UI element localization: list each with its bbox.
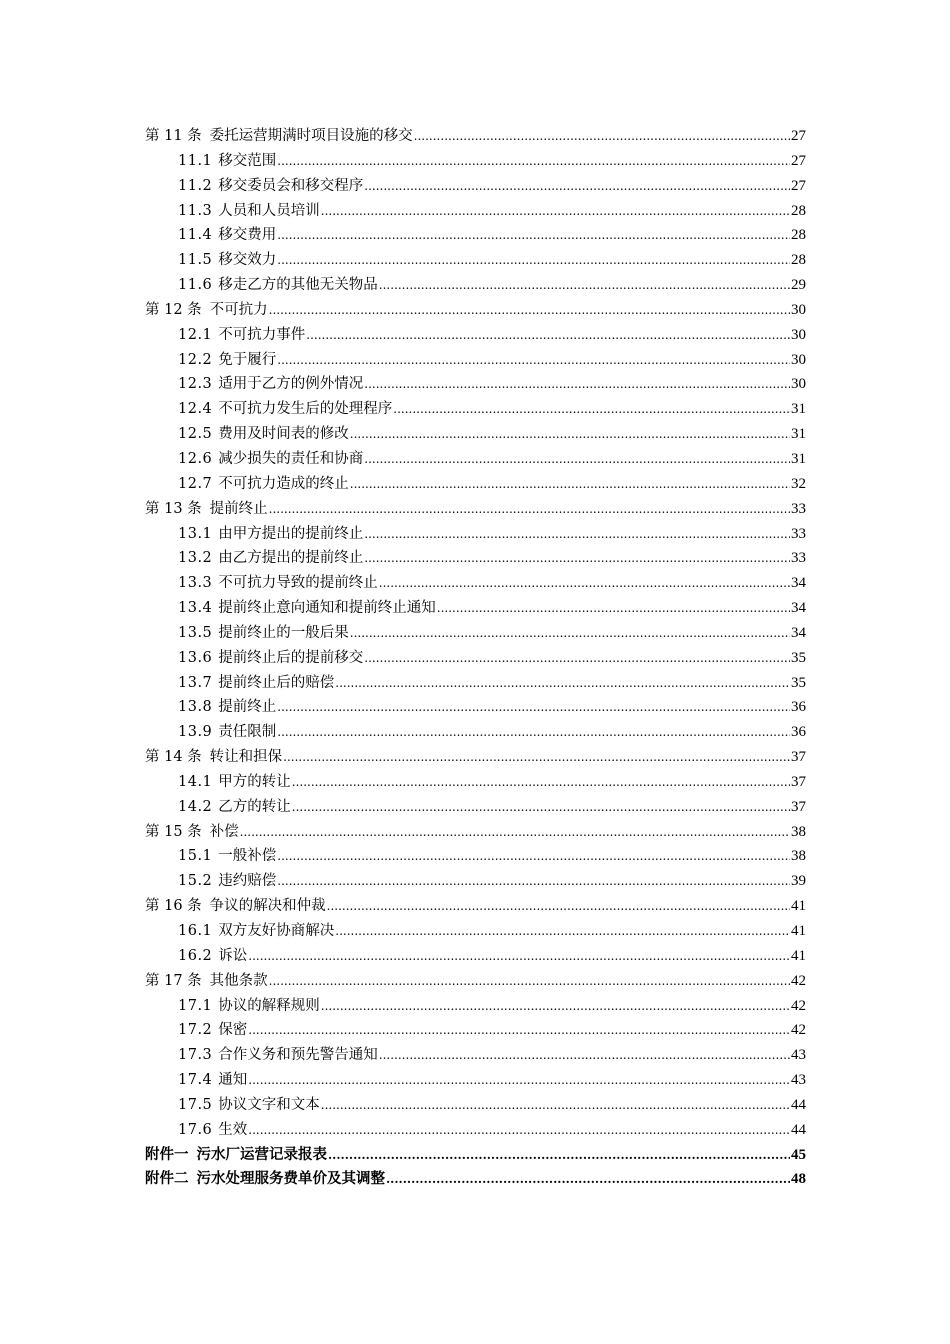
toc-page-number: 42 bbox=[791, 972, 806, 989]
toc-page-number: 31 bbox=[791, 450, 806, 467]
toc-section-entry[interactable] bbox=[145, 372, 806, 397]
toc-entry-number: 第 12 条 bbox=[145, 301, 202, 318]
toc-page-number: 29 bbox=[791, 277, 806, 294]
toc-dot-leader bbox=[292, 770, 790, 795]
toc-entry-title: 保密 bbox=[218, 1022, 248, 1039]
toc-dot-leader bbox=[269, 969, 790, 994]
toc-section-entry[interactable] bbox=[145, 770, 806, 795]
toc-entry-title: 争议的解决和仲裁 bbox=[209, 898, 326, 915]
toc-section-entry[interactable] bbox=[145, 472, 806, 497]
toc-section-entry[interactable] bbox=[145, 422, 806, 447]
toc-section-entry[interactable] bbox=[145, 323, 806, 348]
toc-dot-leader bbox=[269, 497, 790, 522]
toc-dot-leader bbox=[335, 919, 790, 944]
toc-entry-title: 责任限制 bbox=[218, 724, 277, 741]
toc-entry-number: 12.5 bbox=[178, 426, 213, 443]
toc-page-number: 39 bbox=[791, 873, 806, 890]
toc-dot-leader bbox=[277, 720, 790, 745]
toc-page-number: 30 bbox=[791, 301, 806, 318]
toc-entry-title: 移交费用 bbox=[218, 227, 277, 244]
toc-article-entry[interactable] bbox=[145, 820, 806, 845]
toc-entry-number: 第 16 条 bbox=[145, 898, 202, 915]
toc-entry-number: 15.2 bbox=[178, 873, 213, 890]
toc-page-number: 30 bbox=[791, 376, 806, 393]
toc-entry-title: 提前终止后的提前移交 bbox=[218, 649, 364, 666]
toc-article-entry[interactable] bbox=[145, 497, 806, 522]
toc-entry-title: 提前终止的一般后果 bbox=[218, 624, 349, 641]
toc-page-number: 34 bbox=[791, 600, 806, 617]
toc-section-entry[interactable] bbox=[145, 944, 806, 969]
toc-entry-number: 16.1 bbox=[178, 923, 213, 939]
toc-section-entry[interactable] bbox=[145, 795, 806, 820]
toc-entry-number: 13.6 bbox=[178, 649, 213, 666]
toc-section-entry[interactable] bbox=[145, 621, 806, 646]
toc-dot-leader bbox=[414, 124, 790, 149]
toc-page-number: 42 bbox=[791, 997, 806, 1014]
toc-dot-leader bbox=[364, 447, 790, 472]
toc-page-number: 36 bbox=[791, 724, 806, 741]
toc-page-number: 43 bbox=[791, 1072, 806, 1089]
toc-entry-number: 12.2 bbox=[178, 351, 213, 368]
toc-dot-leader bbox=[277, 248, 790, 273]
toc-page-number: 27 bbox=[791, 177, 806, 194]
toc-dot-leader bbox=[248, 1068, 790, 1093]
toc-section-entry[interactable] bbox=[145, 447, 806, 472]
toc-dot-leader bbox=[364, 372, 790, 397]
toc-dot-leader bbox=[277, 869, 790, 894]
toc-entry-number: 11.1 bbox=[178, 152, 213, 169]
toc-entry-title: 其他条款 bbox=[209, 972, 268, 989]
toc-page-number: 38 bbox=[791, 823, 806, 840]
toc-entry-title: 由甲方提出的提前终止 bbox=[218, 525, 364, 542]
toc-entry-title: 提前终止 bbox=[218, 699, 277, 716]
toc-entry-title: 补偿 bbox=[209, 823, 239, 840]
toc-page-number: 36 bbox=[791, 699, 806, 716]
toc-page-number: 37 bbox=[791, 798, 806, 815]
toc-dot-leader bbox=[379, 571, 790, 596]
toc-dot-leader bbox=[364, 546, 790, 571]
toc-entry-number: 11.3 bbox=[178, 202, 213, 219]
toc-entry-title: 污水厂运营记录报表 bbox=[196, 1145, 327, 1163]
toc-section-entry[interactable] bbox=[145, 174, 806, 199]
toc-page-number: 44 bbox=[791, 1096, 806, 1113]
toc-appendix-entry[interactable] bbox=[145, 1143, 806, 1168]
toc-entry-title: 不可抗力造成的终止 bbox=[218, 475, 349, 492]
toc-entry-number: 12.3 bbox=[178, 376, 213, 393]
toc-entry-title: 协议文字和文本 bbox=[218, 1096, 320, 1113]
toc-dot-leader bbox=[327, 894, 790, 919]
toc-entry-title: 免于履行 bbox=[218, 351, 277, 368]
toc-entry-number: 第 14 条 bbox=[145, 749, 202, 766]
toc-entry-title: 适用于乙方的例外情况 bbox=[218, 376, 364, 393]
toc-entry-number: 13.3 bbox=[178, 575, 213, 592]
toc-dot-leader bbox=[292, 795, 790, 820]
toc-appendix-entry[interactable] bbox=[145, 1167, 806, 1192]
toc-entry-number: 12.6 bbox=[178, 450, 213, 467]
toc-entry-title: 乙方的转让 bbox=[218, 798, 291, 815]
toc-page-number: 32 bbox=[791, 475, 806, 492]
toc-entry-number: 12.4 bbox=[178, 401, 213, 418]
toc-section-entry[interactable] bbox=[145, 1118, 806, 1143]
toc-article-entry[interactable] bbox=[145, 298, 806, 323]
toc-dot-leader bbox=[393, 397, 790, 422]
toc-dot-leader bbox=[277, 348, 790, 373]
toc-section-entry[interactable] bbox=[145, 1068, 806, 1093]
toc-page-number: 41 bbox=[791, 898, 806, 915]
toc-entry-title: 委托运营期满时项目设施的移交 bbox=[209, 128, 413, 144]
toc-entry-number: 15.1 bbox=[178, 848, 213, 865]
toc-page-number: 42 bbox=[791, 1022, 806, 1039]
toc-entry-number: 17.3 bbox=[178, 1047, 213, 1064]
toc-entry-number: 13.5 bbox=[178, 624, 213, 641]
toc-entry-number: 11.4 bbox=[178, 227, 213, 244]
toc-article-entry[interactable] bbox=[145, 894, 806, 919]
toc-entry-number: 11.6 bbox=[178, 277, 213, 294]
toc-entry-title: 移走乙方的其他无关物品 bbox=[218, 277, 378, 294]
toc-entry-title: 费用及时间表的修改 bbox=[218, 426, 349, 443]
toc-page-number: 33 bbox=[791, 550, 806, 567]
toc-article-entry[interactable] bbox=[145, 124, 806, 149]
toc-page-number: 33 bbox=[791, 500, 806, 517]
toc-page-number: 34 bbox=[791, 624, 806, 641]
toc-entry-title: 违约赔偿 bbox=[218, 873, 277, 890]
toc-entry-title: 生效 bbox=[218, 1121, 248, 1138]
toc-dot-leader bbox=[277, 695, 790, 720]
toc-section-entry[interactable] bbox=[145, 149, 806, 174]
toc-page-number: 41 bbox=[791, 923, 806, 939]
toc-entry-number: 13.1 bbox=[178, 525, 213, 542]
toc-section-entry[interactable] bbox=[145, 348, 806, 373]
toc-section-entry[interactable] bbox=[145, 223, 806, 248]
toc-dot-leader bbox=[328, 1143, 790, 1168]
toc-section-entry[interactable] bbox=[145, 522, 806, 547]
toc-page-number: 28 bbox=[791, 202, 806, 219]
toc-entry-number: 17.4 bbox=[178, 1072, 213, 1089]
toc-section-entry[interactable] bbox=[145, 869, 806, 894]
toc-entry-title: 提前终止意向通知和提前终止通知 bbox=[218, 600, 436, 617]
toc-page-number: 27 bbox=[791, 128, 806, 144]
toc-section-entry[interactable] bbox=[145, 199, 806, 224]
toc-dot-leader bbox=[350, 422, 790, 447]
toc-entry-title: 诉讼 bbox=[218, 947, 248, 964]
toc-article-entry[interactable] bbox=[145, 745, 806, 770]
toc-entry-number: 14.2 bbox=[178, 798, 213, 815]
toc-dot-leader bbox=[321, 1093, 790, 1118]
toc-page-number: 27 bbox=[791, 152, 806, 169]
toc-section-entry[interactable] bbox=[145, 1093, 806, 1118]
toc-dot-leader bbox=[248, 944, 790, 969]
toc-entry-number: 附件二 bbox=[145, 1170, 189, 1188]
toc-section-entry[interactable] bbox=[145, 397, 806, 422]
toc-entry-number: 13.4 bbox=[178, 600, 213, 617]
toc-section-entry[interactable] bbox=[145, 919, 806, 944]
toc-entry-number: 13.2 bbox=[178, 550, 213, 567]
toc-page-number: 34 bbox=[791, 575, 806, 592]
toc-entry-number: 第 13 条 bbox=[145, 500, 202, 517]
table-of-contents bbox=[145, 124, 806, 1192]
toc-page-number: 41 bbox=[791, 947, 806, 964]
toc-dot-leader bbox=[364, 174, 790, 199]
toc-dot-leader bbox=[379, 273, 790, 298]
toc-page-number: 38 bbox=[791, 848, 806, 865]
toc-entry-title: 协议的解释规则 bbox=[218, 997, 320, 1014]
toc-dot-leader bbox=[386, 1167, 790, 1192]
toc-dot-leader bbox=[306, 323, 790, 348]
toc-page-number: 45 bbox=[791, 1146, 806, 1163]
toc-entry-number: 13.9 bbox=[178, 724, 213, 741]
toc-entry-title: 不可抗力导致的提前终止 bbox=[218, 575, 378, 592]
toc-dot-leader bbox=[248, 1018, 790, 1043]
toc-entry-title: 减少损失的责任和协商 bbox=[218, 450, 364, 467]
toc-page-number: 35 bbox=[791, 674, 806, 691]
toc-section-entry[interactable] bbox=[145, 546, 806, 571]
toc-entry-title: 人员和人员培训 bbox=[218, 202, 320, 219]
toc-dot-leader bbox=[437, 596, 790, 621]
toc-dot-leader bbox=[277, 844, 790, 869]
toc-entry-number: 13.8 bbox=[178, 699, 213, 716]
toc-dot-leader bbox=[277, 149, 790, 174]
toc-section-entry[interactable] bbox=[145, 248, 806, 273]
toc-page-number: 28 bbox=[791, 227, 806, 244]
toc-entry-number: 第 17 条 bbox=[145, 972, 202, 989]
toc-dot-leader bbox=[248, 1118, 790, 1143]
toc-entry-title: 合作义务和预先警告通知 bbox=[218, 1047, 378, 1064]
toc-dot-leader bbox=[283, 745, 790, 770]
toc-entry-number: 16.2 bbox=[178, 947, 213, 964]
toc-entry-number: 17.6 bbox=[178, 1121, 213, 1138]
toc-page-number: 31 bbox=[791, 401, 806, 418]
toc-entry-number: 第 15 条 bbox=[145, 823, 202, 840]
toc-dot-leader bbox=[379, 1043, 790, 1068]
toc-section-entry[interactable] bbox=[145, 695, 806, 720]
toc-entry-title: 不可抗力发生后的处理程序 bbox=[218, 401, 393, 418]
toc-page-number: 30 bbox=[791, 351, 806, 368]
toc-entry-number: 14.1 bbox=[178, 773, 213, 790]
toc-section-entry[interactable] bbox=[145, 273, 806, 298]
toc-entry-title: 移交范围 bbox=[218, 152, 277, 169]
toc-entry-title: 双方友好协商解决 bbox=[218, 923, 335, 939]
toc-page-number: 43 bbox=[791, 1047, 806, 1064]
toc-article-entry[interactable] bbox=[145, 969, 806, 994]
toc-dot-leader bbox=[321, 199, 790, 224]
toc-page-number: 35 bbox=[791, 649, 806, 666]
toc-dot-leader bbox=[350, 621, 790, 646]
toc-entry-title: 提前终止后的赔偿 bbox=[218, 674, 335, 691]
toc-section-entry[interactable] bbox=[145, 571, 806, 596]
toc-dot-leader bbox=[364, 522, 790, 547]
toc-entry-number: 13.7 bbox=[178, 674, 213, 691]
toc-entry-title: 移交效力 bbox=[218, 252, 277, 269]
toc-entry-number: 17.5 bbox=[178, 1096, 213, 1113]
toc-page-number: 31 bbox=[791, 426, 806, 443]
toc-dot-leader bbox=[350, 472, 790, 497]
toc-section-entry[interactable] bbox=[145, 1018, 806, 1043]
toc-dot-leader bbox=[335, 671, 790, 696]
toc-entry-number: 17.2 bbox=[178, 1022, 213, 1039]
toc-page-number: 48 bbox=[791, 1171, 806, 1188]
toc-section-entry[interactable] bbox=[145, 720, 806, 745]
toc-dot-leader bbox=[269, 298, 790, 323]
toc-dot-leader bbox=[240, 820, 790, 845]
toc-entry-title: 不可抗力事件 bbox=[218, 326, 306, 343]
toc-entry-title: 由乙方提出的提前终止 bbox=[218, 550, 364, 567]
toc-page-number: 37 bbox=[791, 749, 806, 766]
toc-entry-title: 甲方的转让 bbox=[218, 773, 291, 790]
toc-page-number: 44 bbox=[791, 1121, 806, 1138]
toc-entry-number: 17.1 bbox=[178, 997, 213, 1014]
toc-dot-leader bbox=[364, 646, 790, 671]
toc-entry-title: 一般补偿 bbox=[218, 848, 277, 865]
toc-section-entry[interactable] bbox=[145, 1043, 806, 1068]
toc-entry-number: 附件一 bbox=[145, 1145, 189, 1163]
toc-page-number: 37 bbox=[791, 773, 806, 790]
toc-section-entry[interactable] bbox=[145, 596, 806, 621]
toc-entry-title: 不可抗力 bbox=[209, 301, 268, 318]
toc-entry-number: 11.5 bbox=[178, 252, 213, 269]
toc-section-entry[interactable] bbox=[145, 671, 806, 696]
toc-page-number: 28 bbox=[791, 252, 806, 269]
toc-entry-title: 移交委员会和移交程序 bbox=[218, 177, 364, 194]
toc-entry-title: 污水处理服务费单价及其调整 bbox=[196, 1170, 385, 1188]
toc-page-number: 30 bbox=[791, 326, 806, 343]
toc-dot-leader bbox=[277, 223, 790, 248]
toc-dot-leader bbox=[321, 994, 790, 1019]
toc-page-number: 33 bbox=[791, 525, 806, 542]
toc-entry-title: 提前终止 bbox=[209, 500, 268, 517]
toc-entry-title: 转让和担保 bbox=[209, 749, 283, 766]
toc-entry-number: 第 11 条 bbox=[145, 128, 202, 144]
toc-section-entry[interactable] bbox=[145, 646, 806, 671]
toc-entry-title: 通知 bbox=[218, 1072, 248, 1089]
toc-section-entry[interactable] bbox=[145, 844, 806, 869]
toc-entry-number: 12.1 bbox=[178, 326, 213, 343]
toc-section-entry[interactable] bbox=[145, 994, 806, 1019]
toc-entry-number: 12.7 bbox=[178, 475, 213, 492]
toc-entry-number: 11.2 bbox=[178, 177, 213, 194]
